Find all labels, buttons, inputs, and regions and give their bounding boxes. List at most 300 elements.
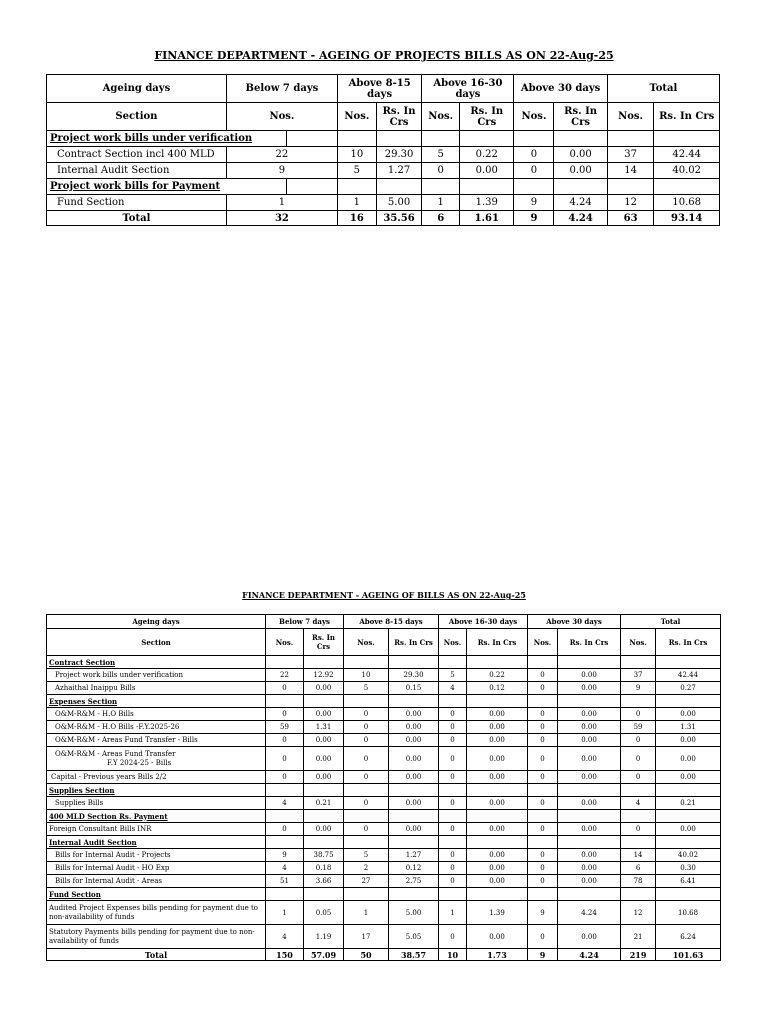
cell: 0.00 — [558, 721, 621, 734]
cell: 0.00 — [558, 682, 621, 695]
cell: 0.00 — [558, 797, 621, 810]
cell: 0.00 — [558, 849, 621, 862]
cell: 0 — [439, 862, 467, 875]
cell: 1 — [422, 195, 460, 211]
cell: 0.00 — [467, 797, 528, 810]
cell: 0.22 — [467, 669, 528, 682]
cell: 1.31 — [304, 721, 344, 734]
cell: 38.57 — [389, 949, 439, 961]
empty-cell — [304, 836, 344, 849]
cell: 0.00 — [656, 734, 721, 747]
section-heading: Contract Section — [47, 656, 266, 669]
empty-cell — [439, 810, 467, 823]
row-label-line1: O&M-R&M - Areas Fund Transfer — [55, 749, 176, 758]
cell: 29.30 — [389, 669, 439, 682]
empty-cell — [621, 836, 656, 849]
cell: 42.44 — [654, 147, 720, 163]
cell: 0 — [528, 708, 558, 721]
cell: 9 — [528, 949, 558, 961]
cell: 1.39 — [460, 195, 514, 211]
table-row — [47, 669, 721, 682]
cell: 0 — [528, 797, 558, 810]
cell: 0.00 — [389, 721, 439, 734]
row-label: Audited Project Expenses bills pending for payment due to non-availability of funds — [47, 901, 266, 925]
empty-cell — [656, 656, 721, 669]
cell: 0 — [439, 797, 467, 810]
header-nos: Nos. — [266, 629, 304, 656]
empty-cell — [266, 810, 304, 823]
empty-cell — [439, 836, 467, 849]
cell: 0.00 — [304, 823, 344, 836]
row-label-line2: F.Y 2024-25 - Bills — [107, 758, 172, 767]
header-section: Section — [47, 629, 266, 656]
cell: 5.00 — [376, 195, 422, 211]
empty-cell — [558, 888, 621, 901]
cell: 42.44 — [656, 669, 721, 682]
empty-cell — [467, 810, 528, 823]
header-nos: Nos. — [422, 103, 460, 131]
header-nos: Nos. — [439, 629, 467, 656]
cell: 0 — [621, 771, 656, 784]
empty-cell — [621, 784, 656, 797]
row-label — [47, 747, 266, 771]
cell: 10.68 — [654, 195, 720, 211]
cell: 0 — [514, 147, 554, 163]
cell: 0 — [422, 163, 460, 179]
cell: 5.05 — [389, 925, 439, 949]
cell: 37 — [621, 669, 656, 682]
empty-cell — [344, 784, 389, 797]
cell: 0.30 — [656, 862, 721, 875]
empty-cell — [266, 784, 304, 797]
cell: 63 — [607, 211, 654, 226]
cell: 4.24 — [558, 901, 621, 925]
cell: 0.00 — [558, 747, 621, 771]
cell: 3.66 — [304, 875, 344, 888]
total-label: Total — [47, 211, 227, 226]
cell: 93.14 — [654, 211, 720, 226]
section-heading: Project work bills under verification — [47, 131, 287, 147]
row-label: Supplies Bills — [47, 797, 266, 810]
bills-ageing-table — [46, 614, 721, 961]
cell: 40.02 — [654, 163, 720, 179]
cell: 0.00 — [389, 797, 439, 810]
cell: 0 — [266, 747, 304, 771]
empty-cell — [528, 810, 558, 823]
empty-cell — [266, 836, 304, 849]
empty-cell — [344, 836, 389, 849]
cell: 9 — [514, 211, 554, 226]
header-nos: Nos. — [226, 103, 337, 131]
cell: 0 — [439, 771, 467, 784]
cell: 0 — [344, 747, 389, 771]
empty-cell — [266, 888, 304, 901]
cell: 0.27 — [656, 682, 721, 695]
cell: 0.00 — [467, 734, 528, 747]
cell: 6 — [621, 862, 656, 875]
cell: 0 — [439, 925, 467, 949]
empty-cell — [558, 784, 621, 797]
empty-cell — [656, 836, 721, 849]
cell: 38.75 — [304, 849, 344, 862]
cell: 0.00 — [656, 747, 721, 771]
section-row — [47, 810, 721, 823]
cell: 12 — [621, 901, 656, 925]
empty-cell — [439, 695, 467, 708]
cell: 5 — [422, 147, 460, 163]
cell: 14 — [621, 849, 656, 862]
section-heading: Expenses Section — [47, 695, 266, 708]
cell: 4 — [439, 682, 467, 695]
cell: 0 — [528, 721, 558, 734]
cell: 0 — [621, 734, 656, 747]
cell: 0.00 — [467, 721, 528, 734]
cell: 0 — [266, 708, 304, 721]
cell: 0.00 — [656, 823, 721, 836]
cell: 12 — [607, 195, 654, 211]
empty-cell — [558, 695, 621, 708]
cell: 2 — [344, 862, 389, 875]
cell: 0.00 — [554, 147, 607, 163]
header-above-16-30: Above 16-30 days — [439, 615, 528, 629]
cell: 0 — [344, 721, 389, 734]
header-nos: Nos. — [607, 103, 654, 131]
cell: 0.00 — [389, 823, 439, 836]
empty-cell — [656, 810, 721, 823]
header-rs: Rs. In Crs — [654, 103, 720, 131]
total-row — [47, 211, 720, 226]
cell: 9 — [621, 682, 656, 695]
cell: 1.27 — [376, 163, 422, 179]
cell: 0 — [528, 747, 558, 771]
empty-cell — [528, 836, 558, 849]
cell: 0.00 — [558, 925, 621, 949]
cell: 0.00 — [467, 862, 528, 875]
empty-cell — [304, 695, 344, 708]
cell: 0 — [514, 163, 554, 179]
cell: 1.31 — [656, 721, 721, 734]
cell: 0 — [266, 734, 304, 747]
header-nos: Nos. — [337, 103, 376, 131]
row-label: O&M-R&M - Areas Fund Transfer - Bills — [47, 734, 266, 747]
cell: 0.00 — [656, 708, 721, 721]
cell: 27 — [344, 875, 389, 888]
cell: 4 — [266, 797, 304, 810]
empty-cell — [621, 888, 656, 901]
table-row — [47, 849, 721, 862]
empty-cell — [304, 784, 344, 797]
cell: 22 — [266, 669, 304, 682]
empty-cell — [467, 784, 528, 797]
cell: 0.21 — [304, 797, 344, 810]
empty-cell — [558, 836, 621, 849]
cell: 0 — [439, 721, 467, 734]
header-above-30: Above 30 days — [514, 75, 607, 103]
cell: 0.00 — [460, 163, 514, 179]
cell: 59 — [621, 721, 656, 734]
empty-cell — [304, 656, 344, 669]
cell: 59 — [266, 721, 304, 734]
table-row — [47, 734, 721, 747]
empty-cell — [304, 888, 344, 901]
cell: 0.00 — [558, 734, 621, 747]
cell: 4 — [266, 925, 304, 949]
empty-cell — [558, 656, 621, 669]
cell: 0 — [266, 771, 304, 784]
cell: 0 — [528, 925, 558, 949]
cell: 0.00 — [467, 771, 528, 784]
cell: 0 — [439, 708, 467, 721]
empty-cell — [621, 656, 656, 669]
table-row — [47, 163, 720, 179]
empty-cell — [467, 836, 528, 849]
cell: 0 — [528, 734, 558, 747]
row-label: Capital - Previous years Bills 2/2 — [47, 771, 266, 784]
table-row — [47, 862, 721, 875]
cell: 35.56 — [376, 211, 422, 226]
cell: 4.24 — [558, 949, 621, 961]
cell: 0.00 — [656, 771, 721, 784]
section-heading: Project work bills for Payment — [47, 179, 287, 195]
cell: 0 — [439, 849, 467, 862]
cell: 4.24 — [554, 211, 607, 226]
cell: 10.68 — [656, 901, 721, 925]
total-row — [47, 949, 721, 961]
section-heading: Supplies Section — [47, 784, 266, 797]
row-label: Foreign Consultant Bills INR — [47, 823, 266, 836]
empty-cell — [467, 656, 528, 669]
header-rs: Rs. In Crs — [554, 103, 607, 131]
header-rs: Rs. In Crs — [460, 103, 514, 131]
cell: 21 — [621, 925, 656, 949]
row-label: Bills for Internal Audit - HO Exp — [47, 862, 266, 875]
table-row — [47, 147, 720, 163]
cell: 6 — [422, 211, 460, 226]
cell: 40.02 — [656, 849, 721, 862]
cell: 1 — [344, 901, 389, 925]
projects-bills-ageing-table — [46, 74, 720, 226]
header-ageing-days: Ageing days — [47, 615, 266, 629]
cell: 0 — [528, 862, 558, 875]
total-label: Total — [47, 949, 266, 961]
cell: 0.00 — [558, 669, 621, 682]
table-row — [47, 747, 721, 771]
empty-cell — [389, 836, 439, 849]
cell: 6.24 — [656, 925, 721, 949]
table-row — [47, 708, 721, 721]
header-section: Section — [47, 103, 227, 131]
cell: 0 — [621, 747, 656, 771]
cell: 1 — [337, 195, 376, 211]
cell: 0.00 — [389, 708, 439, 721]
cell: 0.18 — [304, 862, 344, 875]
cell: 78 — [621, 875, 656, 888]
empty-cell — [389, 810, 439, 823]
cell: 0.00 — [389, 747, 439, 771]
row-label: Bills for Internal Audit - Areas — [47, 875, 266, 888]
header-above-30: Above 30 days — [528, 615, 621, 629]
cell: 50 — [344, 949, 389, 961]
empty-cell — [656, 695, 721, 708]
cell: 5 — [344, 849, 389, 862]
section-row — [47, 836, 721, 849]
row-label: O&M-R&M - H.O Bills — [47, 708, 266, 721]
cell: 0.05 — [304, 901, 344, 925]
empty-cell — [304, 810, 344, 823]
section-heading: 400 MLD Section Rs. Payment — [47, 810, 266, 823]
cell: 5 — [439, 669, 467, 682]
cell: 0 — [344, 708, 389, 721]
cell: 9 — [514, 195, 554, 211]
header-below-7: Below 7 days — [226, 75, 337, 103]
cell: 22 — [226, 147, 337, 163]
cell: 57.09 — [304, 949, 344, 961]
empty-cell — [389, 888, 439, 901]
cell: 0.00 — [467, 708, 528, 721]
header-nos: Nos. — [528, 629, 558, 656]
cell: 0 — [528, 849, 558, 862]
cell: 150 — [266, 949, 304, 961]
cell: 1.61 — [460, 211, 514, 226]
header-above-8-15: Above 8-15 days — [337, 75, 421, 103]
empty-cell — [528, 888, 558, 901]
cell: 5 — [344, 682, 389, 695]
cell: 0 — [439, 823, 467, 836]
cell: 0.00 — [558, 875, 621, 888]
cell: 0.00 — [467, 875, 528, 888]
row-label: Statutory Payments bills pending for payment due to non-availability of funds — [47, 925, 266, 949]
cell: 4.24 — [554, 195, 607, 211]
cell: 1.73 — [467, 949, 528, 961]
empty-cell — [439, 784, 467, 797]
row-label: Contract Section incl 400 MLD — [47, 147, 227, 163]
empty-cell — [344, 656, 389, 669]
header-rs: Rs. In Crs — [558, 629, 621, 656]
cell: 0.00 — [467, 925, 528, 949]
section-heading: Internal Audit Section — [47, 836, 266, 849]
cell: 0 — [528, 669, 558, 682]
empty-cell — [621, 810, 656, 823]
cell: 0 — [266, 823, 304, 836]
empty-cell — [344, 888, 389, 901]
cell: 219 — [621, 949, 656, 961]
empty-cell — [656, 784, 721, 797]
table-row — [47, 721, 721, 734]
cell: 0 — [528, 823, 558, 836]
cell: 14 — [607, 163, 654, 179]
cell: 0.00 — [558, 771, 621, 784]
header-rs: Rs. In Crs — [656, 629, 721, 656]
cell: 0 — [528, 682, 558, 695]
cell: 32 — [226, 211, 337, 226]
empty-cell — [389, 656, 439, 669]
cell: 12.92 — [304, 669, 344, 682]
table-row — [47, 875, 721, 888]
empty-cell — [266, 656, 304, 669]
cell: 1 — [439, 901, 467, 925]
cell: 0.00 — [304, 708, 344, 721]
cell: 9 — [266, 849, 304, 862]
cell: 0 — [266, 682, 304, 695]
cell: 51 — [266, 875, 304, 888]
cell: 0.12 — [389, 862, 439, 875]
cell: 29.30 — [376, 147, 422, 163]
cell: 0 — [528, 771, 558, 784]
header-above-8-15: Above 8-15 days — [344, 615, 439, 629]
cell: 0.00 — [304, 771, 344, 784]
row-label: Project work bills under verification — [47, 669, 266, 682]
cell: 0.21 — [656, 797, 721, 810]
cell: 0.00 — [558, 823, 621, 836]
section-heading: Fund Section — [47, 888, 266, 901]
empty-cell — [528, 656, 558, 669]
empty-cell — [344, 695, 389, 708]
empty-cell — [467, 695, 528, 708]
cell: 101.63 — [656, 949, 721, 961]
empty-cell — [528, 784, 558, 797]
empty-cell — [558, 810, 621, 823]
cell: 9 — [226, 163, 337, 179]
section-row — [47, 695, 721, 708]
header-above-16-30: Above 16-30 days — [422, 75, 514, 103]
table-row — [47, 925, 721, 949]
cell: 6.41 — [656, 875, 721, 888]
header-ageing-days: Ageing days — [47, 75, 227, 103]
cell: 0.00 — [304, 747, 344, 771]
cell: 0.00 — [467, 849, 528, 862]
header-rs: Rs. In Crs — [376, 103, 422, 131]
row-label: Bills for Internal Audit - Projects — [47, 849, 266, 862]
table-row — [47, 901, 721, 925]
table-row — [47, 823, 721, 836]
empty-cell — [621, 695, 656, 708]
cell: 0.00 — [467, 823, 528, 836]
cell: 0.00 — [467, 747, 528, 771]
cell: 17 — [344, 925, 389, 949]
row-label: O&M-R&M - H.O Bills -F.Y.2025-26 — [47, 721, 266, 734]
empty-cell — [389, 695, 439, 708]
empty-cell — [389, 784, 439, 797]
empty-cell — [528, 695, 558, 708]
cell: 16 — [337, 211, 376, 226]
section-row — [47, 656, 721, 669]
header-nos: Nos. — [344, 629, 389, 656]
cell: 0.00 — [304, 734, 344, 747]
empty-cell — [439, 888, 467, 901]
cell: 10 — [439, 949, 467, 961]
header-rs: Rs. In Crs — [467, 629, 528, 656]
cell: 0 — [621, 823, 656, 836]
cell: 10 — [337, 147, 376, 163]
cell: 1 — [266, 901, 304, 925]
cell: 0 — [528, 875, 558, 888]
header-nos: Nos. — [621, 629, 656, 656]
table-row — [47, 682, 721, 695]
cell: 37 — [607, 147, 654, 163]
report1-title: FINANCE DEPARTMENT - AGEING OF PROJECTS BILLS AS ON 22-Aug-25 — [154, 49, 614, 62]
cell: 0 — [439, 875, 467, 888]
header-total: Total — [621, 615, 721, 629]
cell: 2.75 — [389, 875, 439, 888]
empty-cell — [439, 656, 467, 669]
cell: 0 — [439, 747, 467, 771]
table-row — [47, 771, 721, 784]
cell: 0 — [621, 708, 656, 721]
row-label: Internal Audit Section — [47, 163, 227, 179]
cell: 0.22 — [460, 147, 514, 163]
header-nos: Nos. — [514, 103, 554, 131]
cell: 1.27 — [389, 849, 439, 862]
